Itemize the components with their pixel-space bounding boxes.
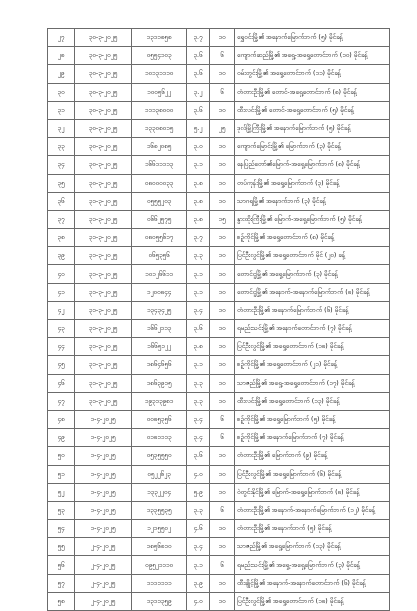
row-date: ၃၀-၃-၂၀၂၅ (75, 101, 132, 119)
row-depth: ၁၀ (210, 574, 235, 592)
row-location: တံတားဦးမြို့၏ အနောက်ဘက် (၅) မိုင်ခန့် (235, 520, 390, 538)
row-date: ၁-၄-၂၀၂၅ (75, 429, 132, 447)
row-number: ၃၄ (48, 156, 75, 174)
row-number: ၄၃ (48, 320, 75, 338)
table-row (48, 283, 390, 301)
row-magnitude: ၃.၁ (187, 156, 210, 174)
row-magnitude: ၃.၁ (187, 356, 210, 374)
row-date: ၃၁-၃-၂၀၂၅ (75, 265, 132, 283)
row-magnitude: ၃.၈ (187, 192, 210, 210)
row-date: ၃၁-၃-၂၀၂၅ (75, 338, 132, 356)
table-row (48, 501, 390, 519)
row-location: တံတားဦးမြို့၏ တောင်-အရှေ့တောင်ဘက် (၈) မိုင်ခန့် (235, 83, 390, 101)
row-number: ၃၀ (48, 83, 75, 101)
row-location: ဝဲတွင်းနိုင်မြို့၏ မြောက်-အရှေ့မြောက်ဘက် (၈) မိုင်ခန့် (235, 483, 390, 501)
row-date: ၃၁-၃-၂၀၂၅ (75, 283, 132, 301)
row-number: ၃၂ (48, 119, 75, 137)
table-row (48, 229, 390, 247)
table-row (48, 192, 390, 210)
row-number: ၄၉ (48, 429, 75, 447)
row-number: ၅၃ (48, 501, 75, 519)
row-magnitude: ၃.၀ (187, 138, 210, 156)
table-row (48, 247, 390, 265)
row-date: ၃၀-၃-၂၀၂၅ (75, 156, 132, 174)
row-location: နေပြည်တော်၏မြောက်-အရှေ့မြောက်ဘက် (၈) မိုင်ခန့် (235, 156, 390, 174)
row-date: ၃၀-၃-၂၀၂၅ (75, 119, 132, 137)
row-date: ၃၀-၃-၂၀၂၅ (75, 174, 132, 192)
row-date: ၁-၄-၂၀၂၅ (75, 501, 132, 519)
row-magnitude: ၃.၄ (187, 429, 210, 447)
row-depth: ၆ (210, 429, 235, 447)
row-depth: ၁၀ (210, 101, 235, 119)
table-row (48, 83, 390, 101)
row-depth: ၁၀ (210, 229, 235, 247)
row-date: ၁-၄-၂၀၂၅ (75, 483, 132, 501)
row-depth: ၁၀ (210, 374, 235, 392)
row-code: ၀၅၅၅၂၀၃ (132, 192, 187, 210)
row-magnitude: ၃.၆ (187, 101, 210, 119)
row-code: ၁၈၆၃၉၁၅ (132, 374, 187, 392)
row-depth: ၁၀ (210, 320, 235, 338)
row-number: ၄၂ (48, 301, 75, 319)
row-location: တံတားဦးမြို့၏ အနောက်မြောက်ဘက် (၆) မိုင်ခန့် (235, 301, 390, 319)
row-date: ၃၁-၃-၂၀၂၅ (75, 320, 132, 338)
row-date: ၂-၄-၂၀၂၅ (75, 538, 132, 556)
row-code: ၁၆၆၅၁၂၂ (132, 338, 187, 356)
row-code: ၁၀၀၅၆၂၂ (132, 83, 187, 101)
row-location: ထီးလင်းမြို့၏ တောင်-အရှေ့တောင်ဘက် (၅) မိုင်ခန့် (235, 101, 390, 119)
row-depth: ၁၀ (210, 247, 235, 265)
row-magnitude: ၃.၁ (187, 283, 210, 301)
row-location: စဉ့်ကိုင်မြို့၏ အနောက်မြောက်ဘက် (၇) မိုင်ခန့် (235, 429, 390, 447)
table-row (48, 356, 390, 374)
row-code: ၁၃၃၅၅၃၅ (132, 501, 187, 519)
row-code: ၁၈၅၆၈၁၀ (132, 538, 187, 556)
row-depth: ၁၀ (210, 465, 235, 483)
row-magnitude: ၃.၇ (187, 229, 210, 247)
row-magnitude: ၅.၂ (187, 119, 210, 137)
table-row (48, 429, 390, 447)
row-code: ၀၅၂၂၆၂၃ (132, 465, 187, 483)
row-depth: ၁၀ (210, 538, 235, 556)
row-number: ၄၁ (48, 283, 75, 301)
row-number: ၃၅ (48, 174, 75, 192)
row-number: ၅၁ (48, 465, 75, 483)
row-location: စဉ့်ကိုင်မြို့၏ အရှေ့တောင်ဘက် (၂၁) မိုင်ခန့် (235, 356, 390, 374)
row-number: ၃၉ (48, 247, 75, 265)
row-location: သာဇည်မြို့၏ အရှေ့-အရှေ့တောင်ဘက် (၁၇) မိုင်ခန့် (235, 374, 390, 392)
row-date: ၃၀-၃-၂၀၂၅ (75, 65, 132, 83)
row-date: ၂-၄-၂၀၂၅ (75, 574, 132, 592)
table-row (48, 174, 390, 192)
row-magnitude: ၃.၃ (187, 501, 210, 519)
row-depth: ၆ (210, 501, 235, 519)
row-magnitude: ၅.၉ (187, 483, 210, 501)
row-date: ၃၁-၃-၂၀၂၅ (75, 229, 132, 247)
table-row (48, 47, 390, 65)
row-date: ၃၁-၃-၂၀၂၅ (75, 374, 132, 392)
row-location: တံတားဦးမြို့၏ မြောက်ဘက် (၉) မိုင်ခန့် (235, 447, 390, 465)
table-row (48, 447, 390, 465)
row-number: ၃၇ (48, 210, 75, 228)
row-depth: ၁၀ (210, 283, 235, 301)
row-date: ၃၀-၃-၂၀၂၅ (75, 29, 132, 47)
row-date: ၃၁-၃-၂၀၂၅ (75, 392, 132, 410)
table-row (48, 65, 390, 83)
row-code: ၁၃၃၂၂၀၄ (132, 483, 187, 501)
row-code: ၀၈၀၀၀၀၃၃ (132, 174, 187, 192)
table-row (48, 320, 390, 338)
row-number: ၄၆ (48, 374, 75, 392)
table-row (48, 410, 390, 428)
row-date: ၃၁-၃-၂၀၂၅ (75, 301, 132, 319)
row-depth: ၁၀ (210, 192, 235, 210)
row-code: ၁၃၃၀၈၀၁၅ (132, 119, 187, 137)
row-number: ၄၅ (48, 356, 75, 374)
row-depth: ၁၀ (210, 174, 235, 192)
row-depth: ၁၀ (210, 392, 235, 410)
row-number: ၃၆ (48, 192, 75, 210)
row-code: ၁၃၁၁၈၅၈ (132, 29, 187, 47)
row-location: ကျောက်မြောင်းမြို့၏ မြောက်ဘက် (၃) မိုင်ခန့် (235, 138, 390, 156)
row-number: ၅၆ (48, 556, 75, 574)
table-row (48, 156, 390, 174)
row-number: ၂၉ (48, 65, 75, 83)
row-location: ရမည်းသင်းမြို့၏ အနောက်တောင်ဘက် (၇) မိုင်ခန့် (235, 320, 390, 338)
row-number: ၄၄ (48, 338, 75, 356)
row-depth: ၁၅ (210, 210, 235, 228)
table-row (48, 392, 390, 410)
row-depth: ၁၀ (210, 520, 235, 538)
row-magnitude: ၄.၀ (187, 465, 210, 483)
table-row (48, 520, 390, 538)
row-location: ကျောက်ဆည်မြို့၏ အရှေ့-အရှေ့တောင်ဘက် (၁၀) မိုင်ခန့် (235, 47, 390, 65)
row-code: ၀၅၃၅၅၅၀ (132, 447, 187, 465)
row-number: ၄၀ (48, 265, 75, 283)
row-code: ၁၈၆၄၆၅၆ (132, 356, 187, 374)
row-date: ၃၁-၃-၂၀၂၅ (75, 356, 132, 374)
row-code: ၀၆၅၃၅၆ (132, 247, 187, 265)
row-location: ပြင်ဦးလွင်မြို့၏ အရှေ့တောင်ဘက် (၁၈) မိုင်ခန့် (235, 592, 390, 610)
table-row (48, 338, 390, 356)
row-number: ၂၇ (48, 29, 75, 47)
row-code: ၁၃၁၁၃၅၉ (132, 592, 187, 610)
row-magnitude: ၃.၉ (187, 574, 210, 592)
ledger-body (48, 29, 390, 611)
row-number: ၃၈ (48, 229, 75, 247)
row-code: ၁၁၁၁၁၁၁ (132, 574, 187, 592)
row-magnitude: ၃.၄ (187, 410, 210, 428)
row-magnitude: ၃.၆ (187, 47, 210, 65)
row-date: ၃၀-၃-၂၀၂၅ (75, 138, 132, 156)
table-row (48, 574, 390, 592)
row-location: ပြင်ဦးလွင်မြို့၏ အရှေ့တောင်ဘက် (၁၈) မိုင်ခန့် (235, 338, 390, 356)
row-location: ဒုလ်မြို့ကြီးမြို့၏ အနောက်မြောက်ဘက် (၅) မိုင်ခန့် (235, 119, 390, 137)
row-magnitude: ၃.၃ (187, 392, 210, 410)
row-code: ၁၃၄၃၄၂၅ (132, 301, 187, 319)
row-number: ၂၈ (48, 47, 75, 65)
table-row (48, 265, 390, 283)
row-magnitude: ၃.၈ (187, 174, 210, 192)
row-number: ၅၂ (48, 483, 75, 501)
row-date: ၁-၄-၂၀၂၅ (75, 520, 132, 538)
row-code: ၁၁၁၃၈၀၀၀ (132, 101, 187, 119)
row-code: ၀၅၅၄၁၀၃ (132, 47, 187, 65)
row-magnitude: ၃.၄ (187, 301, 210, 319)
table-row (48, 592, 390, 610)
row-code: ၁၉၃၁၃၉၈၁ (132, 392, 187, 410)
row-magnitude: ၃.၃ (187, 374, 210, 392)
row-magnitude: ၃.၆ (187, 447, 210, 465)
row-number: ၄၈ (48, 410, 75, 428)
row-magnitude: ၃.၇ (187, 29, 210, 47)
row-depth: ၁၀ (210, 138, 235, 156)
row-magnitude: ၃.၃ (187, 247, 210, 265)
row-location: နွားထိုးကြီးမြို့၏ မြောက်-အရှေ့မြောက်ဘက် (၅) မိုင်ခန့် (235, 210, 390, 228)
row-depth: ၁၀ (210, 592, 235, 610)
row-magnitude: ၄.၀ (187, 592, 210, 610)
row-location: တပ်ကုန်းမြို့၏ အရှေ့မြောက်ဘက် (၃) မိုင်ခန့် (235, 174, 390, 192)
row-depth: ၁၀ (210, 65, 235, 83)
row-depth: ၆ (210, 556, 235, 574)
row-code: ၀၀၈၅၃၅၆ (132, 410, 187, 428)
row-code: ၁၂၁၅၅၀၂ (132, 520, 187, 538)
row-depth: ၆ (210, 47, 235, 65)
row-code: ၁၂၀၀၈၄၄ (132, 283, 187, 301)
table-row (48, 374, 390, 392)
row-date: ၁-၄-၂၀၂၅ (75, 447, 132, 465)
table-row (48, 210, 390, 228)
row-code: ၁၀၁၂၆၆၁၁ (132, 265, 187, 283)
row-depth: ၁၀ (210, 265, 235, 283)
table-row (48, 301, 390, 319)
row-magnitude: ၃.၁ (187, 556, 210, 574)
row-date: ၃၁-၃-၂၀၂၅ (75, 192, 132, 210)
row-date: ၁-၄-၂၀၂၅ (75, 465, 132, 483)
row-date: ၂-၄-၂၀၂၅ (75, 592, 132, 610)
row-code: ၀၉၅၂၁၁၁၀ (132, 556, 187, 574)
row-location: ထီးလင်းမြို့၏ အရှေ့တောင်ဘက် (၁၃) မိုင်ခန့် (235, 392, 390, 410)
row-magnitude: ၄.၆ (187, 520, 210, 538)
row-depth: ၁၀ (210, 301, 235, 319)
row-location: သာဇည်မြို့၏ အရှေ့မြောက်ဘက် (၁၃) မိုင်ခန့် (235, 538, 390, 556)
table-row (48, 465, 390, 483)
row-number: ၅၄ (48, 520, 75, 538)
row-magnitude: ၃.၂ (187, 83, 210, 101)
table-row (48, 101, 390, 119)
row-location: စဉ့်ကိုင်မြို့၏ အရှေ့တောင်ဘက် (၈) မိုင်ခန့် (235, 229, 390, 247)
row-depth: ၁၀ (210, 356, 235, 374)
row-number: ၅၇ (48, 574, 75, 592)
row-code: ၁၆၆၁၁၁၁၃ (132, 156, 187, 174)
row-magnitude: ၃.၁ (187, 265, 210, 283)
row-date: ၂-၄-၂၀၂၅ (75, 556, 132, 574)
row-location: တောင်ငူမြို့၏ အနောက်-အနောက်မြောက်ဘက် (၈) မိုင်ခန့် (235, 283, 390, 301)
row-location: ပြင်ဦးလွင်မြို့၏ အရှေ့တောင်ဘက် မိုင် (၂၀) ခန့် (235, 247, 390, 265)
table-row (48, 538, 390, 556)
row-magnitude: ၃.၆ (187, 65, 210, 83)
row-number: ၄၇ (48, 392, 75, 410)
row-depth: ၁၀ (210, 29, 235, 47)
row-depth: ၁၀ (210, 156, 235, 174)
row-depth: ၁၀ (210, 483, 235, 501)
row-code: ၀၈၀၅၅၆၁၇ (132, 229, 187, 247)
row-number: ၅၈ (48, 592, 75, 610)
row-location: စဉ့်ကိုင်မြို့၏ အရှေ့မြောက်ဘက် (၅) မိုင်ခန့် (235, 410, 390, 428)
row-location: ဝမ်းတွင်းမြို့၏ အရှေ့တောင်ဘက် (၁၁) မိုင်ခန့် (235, 65, 390, 83)
row-location: တံတားဦးမြို့၏ အနောက်-အနောက်မြောက်ဘက် (၁၂) မိုင်ခန့် (235, 501, 390, 519)
table-row (48, 556, 390, 574)
row-location: ပြင်ဦးလွင်မြို့၏ အရှေ့မြောက်ဘက် (၆) မိုင်ခန့် (235, 465, 390, 483)
row-date: ၃၁-၃-၂၀၂၅ (75, 210, 132, 228)
row-date: ၁-၄-၂၀၂၅ (75, 410, 132, 428)
row-code: ၀၁၈၁၁၁၃ (132, 429, 187, 447)
table-row (48, 138, 390, 156)
row-location: တောင်ငူမြို့၏ အရှေ့မြောက်ဘက် (၃) မိုင်ခန့် (235, 265, 390, 283)
row-number: ၃၁ (48, 101, 75, 119)
row-code: ၀၆၆၂၅၇၅ (132, 210, 187, 228)
earthquake-ledger-table (47, 28, 390, 611)
row-magnitude: ၃.၄ (187, 538, 210, 556)
row-depth: ၆ (210, 83, 235, 101)
row-location: ထီးချိုင့်မြို့၏ အနောက်-အနောက်တောင်ဘက် (၆) မိုင်ခန့် (235, 574, 390, 592)
row-number: ၅၅ (48, 538, 75, 556)
row-magnitude: ၃.၈ (187, 338, 210, 356)
row-date: ၃၀-၃-၂၀၂၅ (75, 47, 132, 65)
row-depth: ၂၅ (210, 119, 235, 137)
table-row (48, 29, 390, 47)
row-location: ရွှေဝင်းမြို့၏ အနောက်မြောက်ဘက် (၅) မိုင်ခန့် (235, 29, 390, 47)
table-row (48, 119, 390, 137)
table-row (48, 483, 390, 501)
row-magnitude: ၃.၆ (187, 320, 210, 338)
row-code: ၁၀၁၃၁၁၁၀ (132, 65, 187, 83)
row-depth: ၁၀ (210, 447, 235, 465)
row-date: ၃၀-၃-၂၀၂၅ (75, 83, 132, 101)
row-depth: ၁၀ (210, 338, 235, 356)
row-code: ၁၆၈၂၀၈၅ (132, 138, 187, 156)
row-date: ၃၁-၃-၂၀၂၅ (75, 247, 132, 265)
row-code: ၁၆၆၂၁၁၃ (132, 320, 187, 338)
row-number: ၃၃ (48, 138, 75, 156)
row-location: ရမည်းသင်းမြို့၏ အရှေ့-အရှေ့မြောက်ဘက် (၃) မိုင်ခန့် (235, 556, 390, 574)
row-location: သာဂရမြို့၏ အနောက်ဘက် (၃) မိုင်ခန့် (235, 192, 390, 210)
row-depth: ၆ (210, 410, 235, 428)
row-number: ၅၀ (48, 447, 75, 465)
row-magnitude: ၃.၈ (187, 210, 210, 228)
